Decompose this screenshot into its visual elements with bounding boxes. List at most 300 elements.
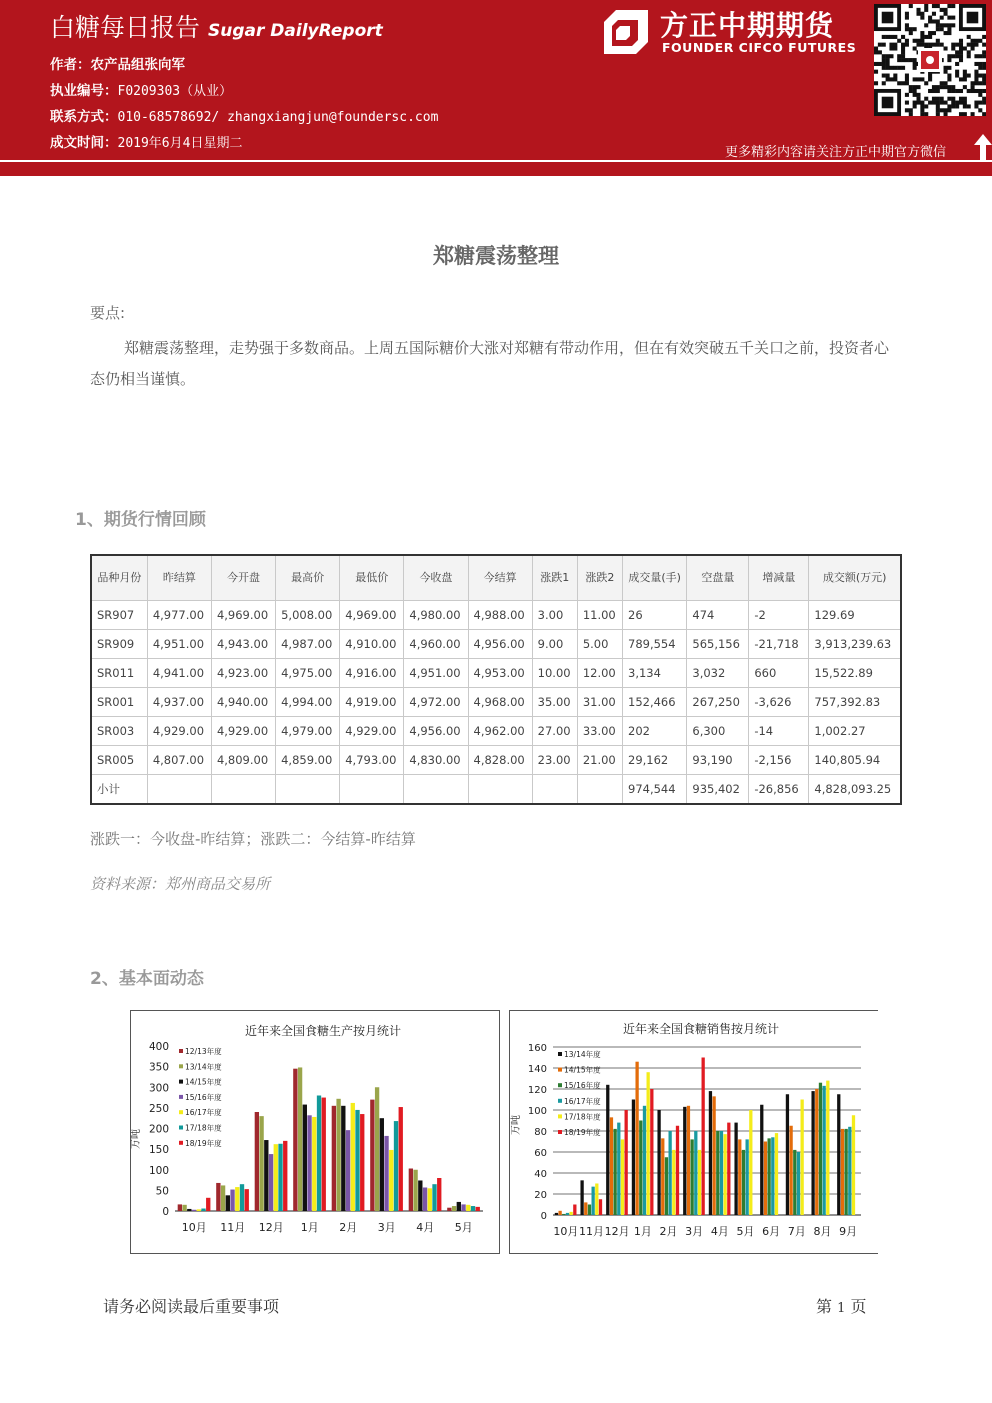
bar [599,1199,602,1215]
table-cell: 4,953.00 [468,659,532,688]
contact-value[interactable]: 010-68578692/ zhangxiangjun@foundersc.com [117,110,439,125]
bar [182,1205,186,1211]
table-cell: 4,962.00 [468,717,532,746]
section-futures-review: 1、期货行情回顾 [75,510,206,530]
bar [837,1094,840,1215]
table-cell: 757,392.83 [809,688,901,717]
header-bottom-band [0,162,992,176]
bar [317,1096,321,1212]
y-tick-label: 20 [534,1190,547,1201]
legend-label: 18/19年度 [564,1128,601,1137]
page-prefix: 第 [816,1297,833,1316]
table-cell: 4,956.00 [468,630,532,659]
y-tick-label: 200 [148,1123,169,1136]
table-cell: 4,937.00 [147,688,211,717]
table-cell: 140,805.94 [809,746,901,775]
bar [690,1139,693,1215]
x-tick-label: 11月 [220,1221,246,1234]
bar [230,1190,234,1211]
table-cell: -21,718 [749,630,809,659]
bar [687,1106,690,1215]
legend-swatch [558,1052,562,1056]
column-header: 成交额(万元) [809,555,901,601]
bar [767,1138,770,1215]
bar [819,1083,822,1215]
x-tick-label: 11月 [579,1225,604,1238]
table-cell: -26,856 [749,775,809,805]
x-tick-label: 6月 [762,1225,781,1238]
legend-label: 15/16年度 [185,1092,222,1102]
report-header [0,0,992,160]
logo-text-en: FOUNDER CIFCO FUTURES [662,40,857,55]
x-tick-label: 4月 [710,1225,729,1238]
bar [476,1207,480,1211]
x-tick-label: 2月 [339,1221,358,1234]
table-cell: 31.00 [577,688,622,717]
table-cell: 474 [687,601,749,630]
bar [216,1183,220,1211]
bar [418,1180,422,1211]
bar [457,1202,461,1211]
table-cell: 4,940.00 [211,688,275,717]
y-tick-label: 60 [534,1148,547,1159]
bar [389,1150,393,1211]
y-tick-label: 400 [148,1041,169,1053]
bar [694,1131,697,1215]
bar [775,1133,778,1215]
table-cell: 4,969.00 [211,601,275,630]
bar [178,1204,182,1211]
table-cell: SR001 [91,688,147,717]
futures-quote-table [90,554,902,805]
legend-label: 16/17年度 [185,1108,222,1118]
bar [437,1178,441,1211]
bar [709,1091,712,1215]
bar [786,1094,789,1215]
date-value: 2019年6月4日星期二 [117,136,243,151]
table-header-row [91,555,901,601]
x-tick-label: 10月 [181,1221,207,1234]
bar [815,1089,818,1215]
x-tick-label: 12月 [604,1225,630,1238]
table-cell: 4,910.00 [340,630,404,659]
logo-text-cn: 方正中期期货 [660,9,835,42]
x-tick-label: 5月 [736,1225,755,1238]
table-cell: 1,002.27 [809,717,901,746]
bar [413,1170,417,1211]
column-header: 今开盘 [211,555,275,601]
bar [283,1141,287,1211]
table-cell: SR005 [91,746,147,775]
bar [584,1202,587,1215]
page-suffix: 页 [850,1297,867,1316]
table-cell: 4,943.00 [211,630,275,659]
bar [852,1115,855,1215]
table-cell: 4,968.00 [468,688,532,717]
chart-title: 近年来全国食糖生产按月统计 [244,1024,402,1038]
x-tick-label: 1月 [633,1225,652,1238]
column-header: 最高价 [276,555,340,601]
y-axis-label: 万吨 [511,1115,522,1135]
bar [826,1081,829,1215]
y-tick-label: 140 [527,1064,547,1075]
bar [466,1205,470,1211]
bar [375,1087,379,1211]
table-cell: 9.00 [532,630,577,659]
bar [197,1209,201,1211]
bar [665,1157,668,1215]
table-cell: 4,969.00 [340,601,404,630]
table-cell: SR003 [91,717,147,746]
legend-swatch [179,1110,183,1114]
bar [672,1150,675,1215]
table-row [91,746,901,775]
column-header: 品种月份 [91,555,147,601]
legend-swatch [558,1130,562,1134]
column-header: 今结算 [468,555,532,601]
table-cell: 4,988.00 [468,601,532,630]
legend-swatch [558,1099,562,1103]
y-tick-label: 160 [527,1043,547,1054]
table-cell: 4,793.00 [340,746,404,775]
section-fundamentals: 2、基本面动态 [90,969,204,989]
table-cell: 974,544 [623,775,687,805]
table-cell: 29,162 [623,746,687,775]
legend-swatch [179,1141,183,1145]
bar [811,1091,814,1215]
logo-mark-icon [602,8,650,56]
bar [336,1099,340,1211]
legend-swatch [179,1095,183,1099]
table-cell: 4,980.00 [404,601,468,630]
bar [570,1212,573,1215]
bar [298,1067,302,1211]
table-cell: 4,956.00 [404,717,468,746]
table-cell: 5.00 [577,630,622,659]
bar [409,1169,413,1211]
table-cell: 23.00 [532,746,577,775]
bar [734,1123,737,1215]
bar [423,1187,427,1211]
bar [264,1140,268,1211]
table-cell: 33.00 [577,717,622,746]
bar [643,1106,646,1215]
production-chart [130,1010,500,1254]
bar [844,1129,847,1215]
bar [712,1096,715,1215]
bar [394,1121,398,1211]
x-tick-label: 1月 [300,1221,319,1234]
bar [639,1121,642,1216]
table-cell: 4,960.00 [404,630,468,659]
y-tick-label: 100 [148,1164,169,1177]
bar [698,1150,701,1215]
production-chart-svg [131,1011,499,1253]
column-header: 增减量 [749,555,809,601]
column-header: 空盘量 [687,555,749,601]
y-tick-label: 120 [527,1085,547,1096]
bar [635,1062,638,1215]
table-cell: 4,919.00 [340,688,404,717]
table-cell: 4,929.00 [147,717,211,746]
table-cell: 12.00 [577,659,622,688]
bar [661,1138,664,1215]
table-cell: 4,828,093.25 [809,775,901,805]
table-cell: 565,156 [687,630,749,659]
bar [432,1184,436,1211]
table-cell: 10.00 [532,659,577,688]
bar [621,1139,624,1215]
report-title [50,8,383,44]
x-tick-label: 9月 [839,1225,858,1238]
legend-swatch [179,1049,183,1053]
legend-swatch [558,1068,562,1072]
qr-code[interactable] [874,4,986,116]
bar [187,1209,191,1211]
bar [789,1126,792,1215]
bar [727,1123,730,1215]
data-source: 资料来源：郑州商品交易所 [90,875,271,893]
y-tick-label: 100 [527,1106,547,1117]
bar [606,1085,609,1215]
table-cell: -2 [749,601,809,630]
table-cell: -14 [749,717,809,746]
bar [558,1211,561,1215]
column-header: 涨跌1 [532,555,577,601]
table-cell: 4,972.00 [404,688,468,717]
column-header: 昨结算 [147,555,211,601]
bar [255,1112,259,1211]
bar [269,1154,273,1211]
bar [683,1107,686,1215]
table-cell [147,775,211,805]
table-cell: 4,975.00 [276,659,340,688]
bar [351,1103,355,1211]
table-cell: SR011 [91,659,147,688]
x-tick-label: 3月 [377,1221,396,1234]
bar [657,1110,660,1215]
footer-notice: 请务必阅读最后重要事项 [103,1297,280,1316]
table-cell: 4,941.00 [147,659,211,688]
bar [801,1100,804,1216]
bar [760,1105,763,1215]
table-cell: 27.00 [532,717,577,746]
table-cell: 21.00 [577,746,622,775]
bar [201,1209,205,1211]
bar [592,1187,595,1215]
bar [797,1152,800,1215]
table-cell: 4,929.00 [211,717,275,746]
table-cell [468,775,532,805]
follow-wechat-text: 更多精彩内容请关注方正中期官方微信 [725,145,947,160]
bar [471,1206,475,1211]
bar [341,1106,345,1211]
y-tick-label: 300 [148,1082,169,1095]
table-cell [211,775,275,805]
bar [384,1136,388,1211]
bar [245,1189,249,1211]
license-line [50,79,232,99]
legend-swatch [179,1064,183,1068]
table-cell: 152,466 [623,688,687,717]
keypoints-paragraph: 郑糖震荡整理，走势强于多数商品。上周五国际糖价大涨对郑糖有带动作用，但在有效突破五千关口之前，投资者心态仍相当谨慎。 [90,339,890,388]
legend-label: 17/18年度 [185,1123,222,1133]
bar [221,1185,225,1211]
page-num: 1 [837,1301,846,1316]
arrow-up-icon [974,134,992,160]
bar [428,1188,432,1211]
bar [566,1213,569,1215]
bar [322,1098,326,1211]
table-cell: 129.69 [809,601,901,630]
table-cell [404,775,468,805]
table-cell: 小计 [91,775,147,805]
y-tick-label: 350 [148,1061,169,1074]
date-line [50,131,242,151]
legend-swatch [179,1126,183,1130]
table-cell: 3,134 [623,659,687,688]
x-tick-label: 4月 [416,1221,435,1234]
table-row [91,717,901,746]
table-row [91,630,901,659]
bar [303,1105,307,1211]
table-cell: 4,807.00 [147,746,211,775]
legend-label: 17/18年度 [564,1112,601,1122]
table-row [91,688,901,717]
table-cell: 660 [749,659,809,688]
table-cell: 4,977.00 [147,601,211,630]
table-cell: 4,929.00 [340,717,404,746]
bar [240,1184,244,1211]
x-tick-label: 5月 [454,1221,473,1234]
bar [793,1150,796,1215]
table-cell: 4,916.00 [340,659,404,688]
table-cell: 4,979.00 [276,717,340,746]
bar [447,1208,451,1211]
table-row [91,659,901,688]
qr-code-icon [874,4,986,116]
legend-label: 14/15年度 [185,1077,222,1087]
bar [738,1139,741,1215]
table-cell [532,775,577,805]
table-cell: 5,008.00 [276,601,340,630]
bar [848,1127,851,1215]
table-cell: 15,522.89 [809,659,901,688]
date-label: 成文时间： [50,135,118,151]
table-cell: 4,923.00 [211,659,275,688]
column-header: 最低价 [340,555,404,601]
legend-label: 13/14年度 [185,1062,222,1072]
chart-title: 近年来全国食糖销售按月统计 [622,1022,780,1036]
legend-label: 13/14年度 [564,1050,601,1059]
bar [274,1144,278,1211]
bar [610,1117,613,1215]
bar [764,1142,767,1216]
bar [235,1187,239,1211]
bar [573,1205,576,1216]
table-cell: 93,190 [687,746,749,775]
table-cell: 4,830.00 [404,746,468,775]
bar [595,1184,598,1216]
bar [332,1106,336,1211]
legend-label: 12/13年度 [185,1047,222,1056]
keypoints-label: 要点: [90,304,126,322]
table-cell: 26 [623,601,687,630]
table-cell [340,775,404,805]
table-row [91,775,901,805]
bar [746,1139,749,1215]
contact-line [50,105,438,125]
column-header: 涨跌2 [577,555,622,601]
author-value: 农产品组张向军 [90,57,185,73]
bar [192,1210,196,1211]
bar [613,1129,616,1215]
x-tick-label: 12月 [258,1221,284,1234]
table-cell: 4,809.00 [211,746,275,775]
sales-chart-svg [510,1011,878,1253]
table-cell: 3.00 [532,601,577,630]
x-tick-label: 2月 [659,1225,678,1238]
y-tick-label: 150 [148,1144,169,1157]
legend-label: 18/19年度 [185,1138,222,1148]
bar [307,1115,311,1211]
license-value: F0209303（从业） [117,84,233,99]
bar [278,1144,282,1211]
x-tick-label: 10月 [553,1225,579,1238]
table-cell [577,775,622,805]
bar [617,1123,620,1215]
table-cell: 935,402 [687,775,749,805]
legend-label: 15/16年度 [564,1081,601,1091]
bar [702,1058,705,1216]
table-cell: 11.00 [577,601,622,630]
table-cell: 267,250 [687,688,749,717]
table-cell [276,775,340,805]
bar [562,1214,565,1215]
bar [841,1129,844,1215]
legend-label: 16/17年度 [564,1096,601,1106]
bar [293,1069,297,1211]
y-tick-label: 80 [534,1127,547,1138]
legend-swatch [558,1114,562,1118]
y-tick-label: 40 [534,1169,547,1180]
column-header: 今收盘 [404,555,468,601]
bar [206,1198,210,1211]
y-tick-label: 50 [155,1185,169,1198]
bar [380,1118,384,1211]
legend-label: 14/15年度 [564,1065,601,1075]
bar [461,1204,465,1211]
table-cell: 35.00 [532,688,577,717]
license-label: 执业编号： [50,83,118,99]
author-line [50,53,185,73]
bar [346,1130,350,1211]
table-cell: 4,994.00 [276,688,340,717]
table-cell: 789,554 [623,630,687,659]
bar [588,1205,591,1216]
contact-label: 联系方式： [50,109,118,125]
table-cell: 6,300 [687,717,749,746]
bar [399,1107,403,1211]
bar [771,1137,774,1215]
bar [742,1150,745,1215]
x-tick-label: 7月 [787,1225,806,1238]
bar [724,1134,727,1215]
column-header: 成交量(手) [623,555,687,601]
bar [312,1117,316,1211]
table-cell: 4,828.00 [468,746,532,775]
sales-chart [509,1010,878,1254]
